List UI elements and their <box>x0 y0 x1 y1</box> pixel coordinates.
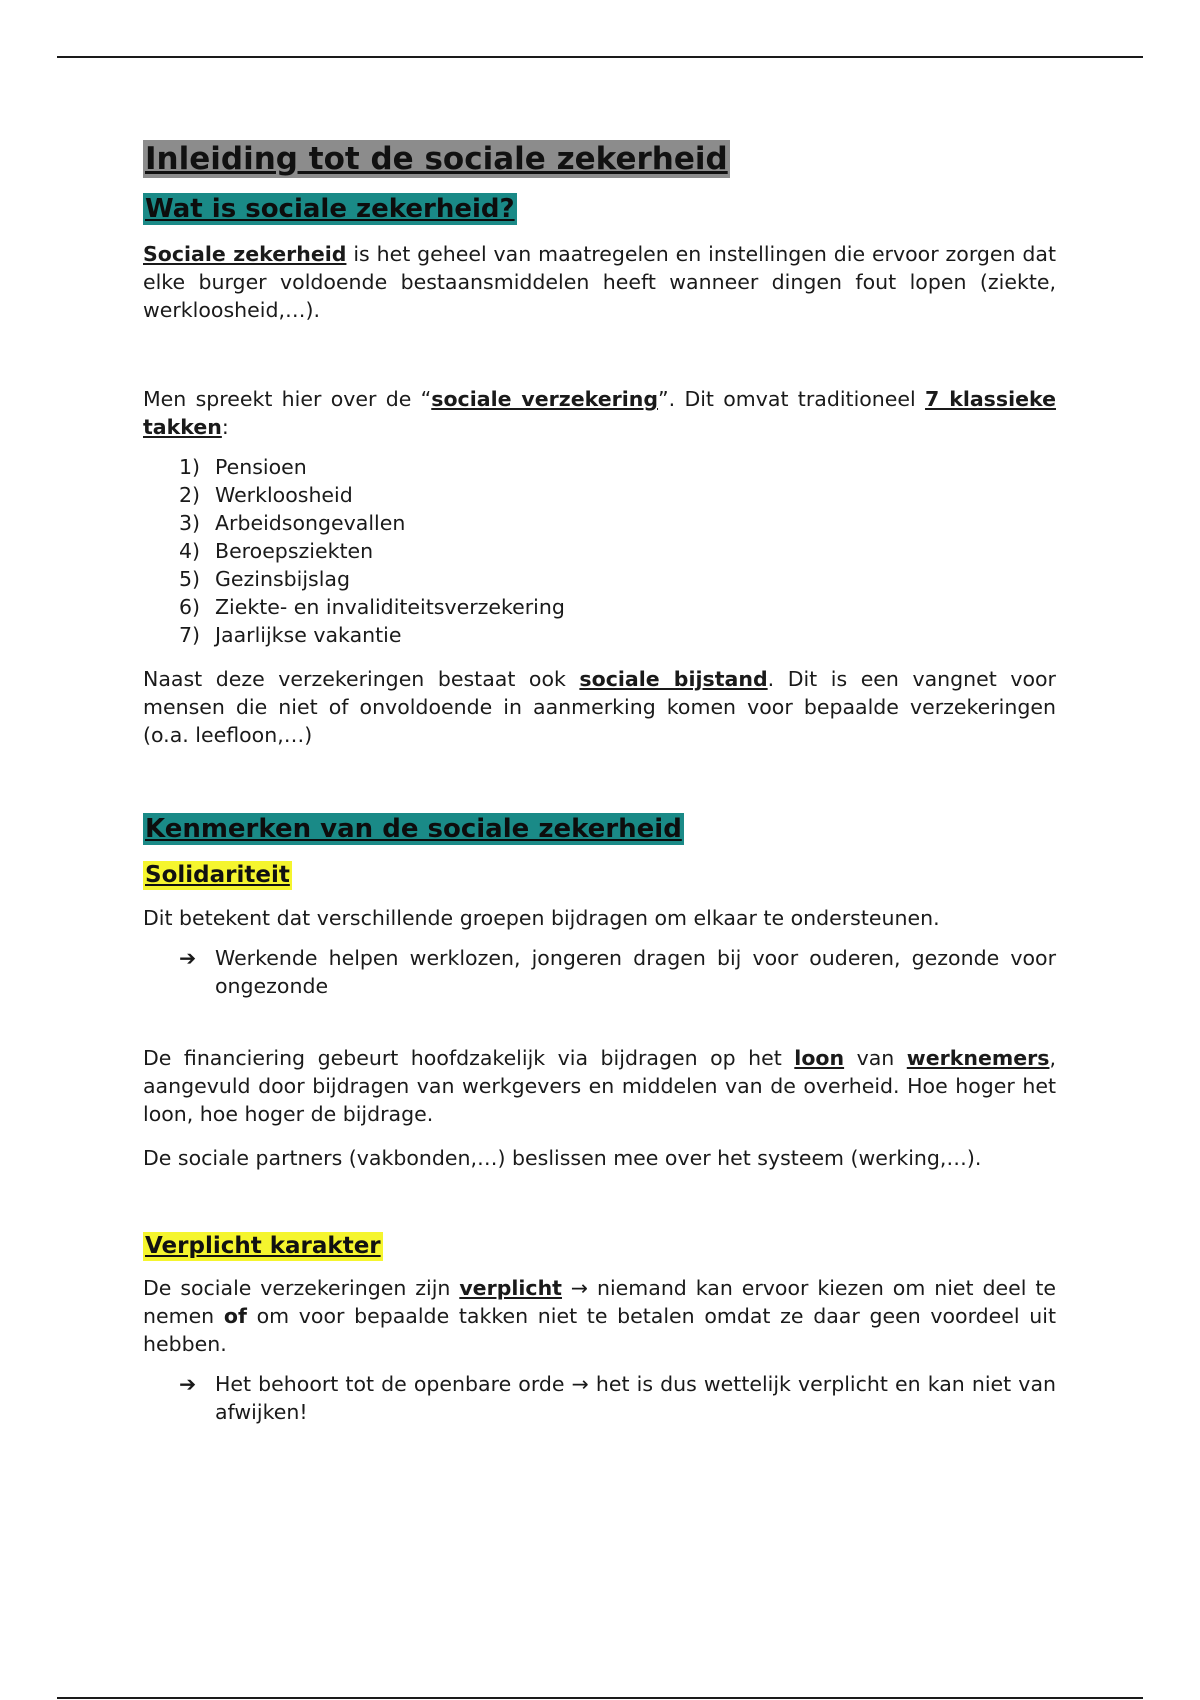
financing-text-3: , aangevuld door bijdragen van werkgevers en middelen van de overheid. Hoe hoger het loon, hoe hoger de bijdrage. <box>143 1046 1056 1126</box>
list-number: 1) <box>179 455 201 479</box>
financing-text-2: van <box>844 1046 907 1070</box>
financing-text-1: De financiering gebeurt hoofdzakelijk via bijdragen op het <box>143 1046 795 1070</box>
arrow-icon: ➔ <box>179 946 197 970</box>
list-label: Beroepsziekten <box>215 539 374 563</box>
list-label: Ziekte- en invaliditeitsverzekering <box>215 595 565 619</box>
solidarity-bullet-text: Werkende helpen werklozen, jongeren dragen bij voor ouderen, gezonde voor ongezonde <box>215 946 1056 998</box>
subheading-verplicht-karakter: Verplicht karakter <box>145 1233 381 1259</box>
document-body <box>143 140 1056 1426</box>
term-verplicht: verplicht <box>459 1276 562 1300</box>
assistance-text-1: Naast deze verzekeringen bestaat ook <box>143 667 580 691</box>
list-item <box>179 481 1056 509</box>
list-number: 2) <box>179 483 201 507</box>
insurance-paragraph <box>143 385 1056 441</box>
list-label: Gezinsbijslag <box>215 567 350 591</box>
term-werknemers: werknemers <box>906 1046 1050 1070</box>
list-number: 3) <box>179 511 201 535</box>
financing-paragraph <box>143 1044 1056 1128</box>
list-item <box>179 509 1056 537</box>
mandatory-text-1: De sociale verzekeringen zijn <box>143 1276 460 1300</box>
list-item <box>179 453 1056 481</box>
branches-list <box>143 453 1056 649</box>
list-item <box>179 621 1056 649</box>
term-sociale-verzekering: sociale verzekering <box>431 387 659 411</box>
list-label: Pensioen <box>215 455 307 479</box>
insurance-text-2: ”. Dit omvat traditioneel <box>658 387 926 411</box>
term-sociale-zekerheid: Sociale zekerheid <box>143 242 347 266</box>
mandatory-text-2: → niemand kan ervoor kiezen om niet deel te nemen <box>143 1276 1056 1328</box>
solidarity-bullet <box>143 944 1056 1000</box>
subheading-solidariteit: Solidariteit <box>145 862 290 888</box>
term-sociale-bijstand: sociale bijstand <box>579 667 768 691</box>
term-of: of <box>223 1304 247 1328</box>
section-heading-kenmerken: Kenmerken van de sociale zekerheid <box>145 814 682 844</box>
assistance-paragraph <box>143 665 1056 749</box>
list-label: Werkloosheid <box>215 483 353 507</box>
mandatory-text-3: om voor bepaalde takken niet te betalen omdat ze daar geen voordeel uit hebben. <box>143 1304 1057 1356</box>
list-number: 4) <box>179 539 201 563</box>
insurance-text-1: Men spreekt hier over de “ <box>143 387 432 411</box>
list-number: 7) <box>179 623 201 647</box>
list-item <box>179 565 1056 593</box>
list-label: Jaarlijkse vakantie <box>215 623 402 647</box>
footer-rule <box>57 1697 1143 1699</box>
mandatory-bullet <box>143 1370 1056 1426</box>
term-klassieke-takken: 7 klassieke takken <box>143 387 1057 439</box>
solidarity-paragraph: Dit betekent dat verschillende groepen bijdragen om elkaar te ondersteunen. <box>143 906 940 930</box>
document-title: Inleiding tot de sociale zekerheid <box>145 141 728 177</box>
header-rule <box>57 56 1143 58</box>
section-heading-what-is: Wat is sociale zekerheid? <box>145 194 515 224</box>
list-label: Arbeidsongevallen <box>215 511 406 535</box>
mandatory-paragraph <box>143 1274 1056 1358</box>
insurance-text-3: : <box>221 415 229 439</box>
definition-paragraph <box>143 240 1056 324</box>
definition-text: is het geheel van maatregelen en instellingen die ervoor zorgen dat elke burger voldoende bestaansmiddelen heeft wanneer dingen fout lopen (ziekte, werkloosheid,…). <box>143 242 1057 322</box>
list-item <box>179 537 1056 565</box>
list-number: 6) <box>179 595 201 619</box>
list-item <box>179 593 1056 621</box>
mandatory-bullet-text: Het behoort tot de openbare orde → het is dus wettelijk verplicht en kan niet van afwijken! <box>215 1372 1056 1424</box>
list-number: 5) <box>179 567 201 591</box>
arrow-icon: ➔ <box>179 1372 197 1396</box>
assistance-text-2: . Dit is een vangnet voor mensen die niet of onvoldoende in aanmerking komen voor bepaalde verzekeringen (o.a. leefloon,…) <box>143 667 1056 747</box>
term-loon: loon <box>794 1046 845 1070</box>
social-partners-paragraph: De sociale partners (vakbonden,…) beslissen mee over het systeem (werking,…). <box>143 1146 982 1170</box>
